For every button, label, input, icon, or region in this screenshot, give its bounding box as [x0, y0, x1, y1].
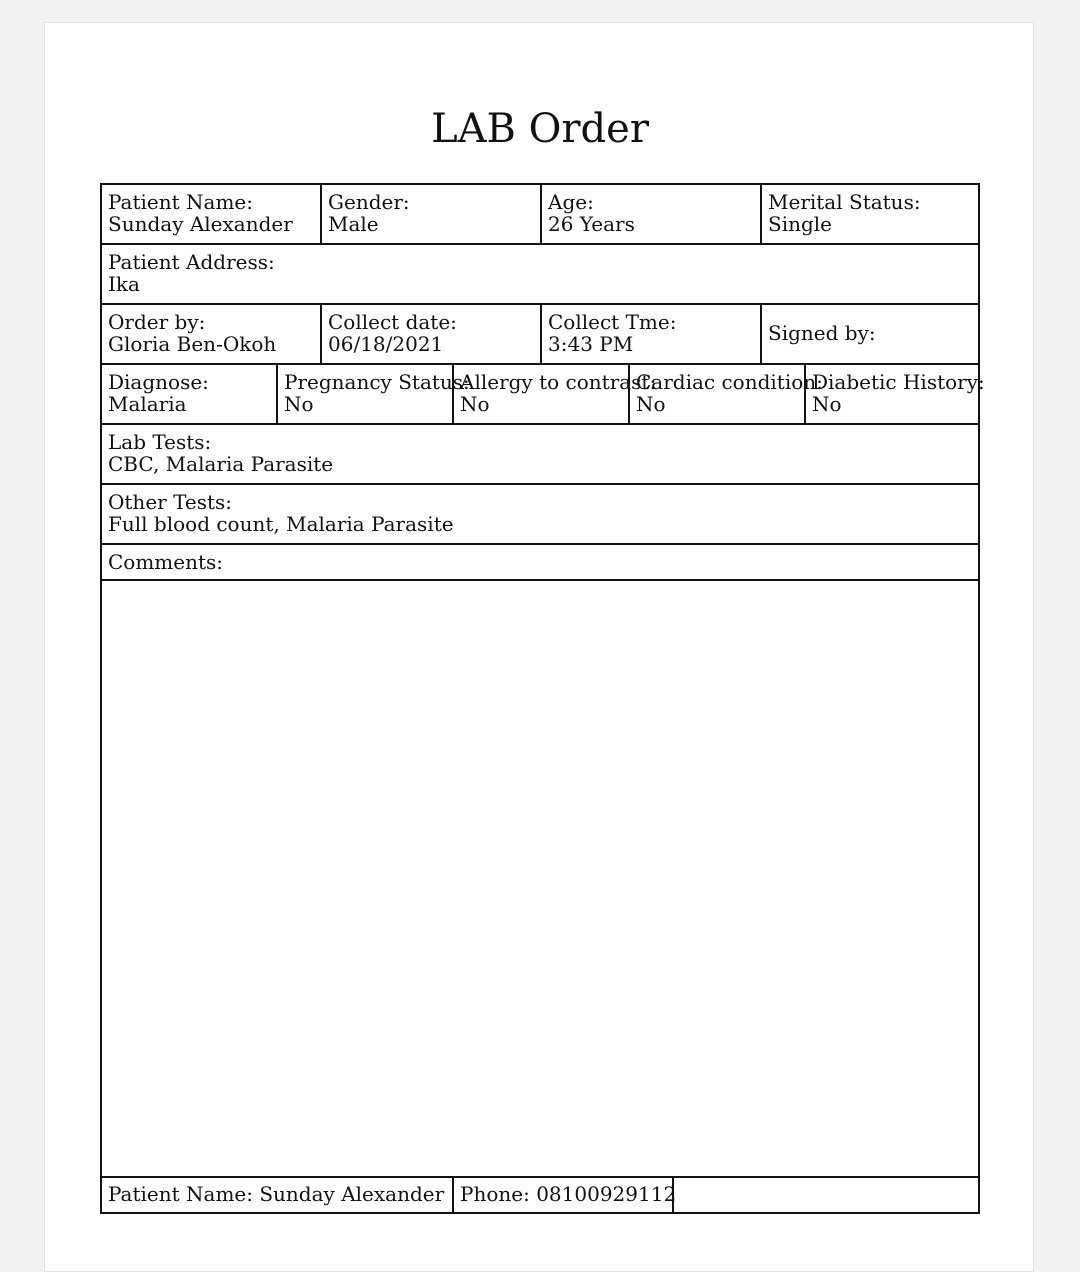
age-cell — [542, 185, 762, 243]
address-cell — [102, 245, 978, 303]
other-tests-label: Other Tests: — [108, 490, 232, 514]
diagnose-label: Diagnose: — [108, 370, 209, 394]
patient-name-value: Sunday Alexander — [108, 212, 293, 236]
gender-cell — [322, 185, 542, 243]
comments-body-row — [102, 581, 978, 1178]
signed-by-cell — [762, 305, 978, 363]
order-by-cell — [102, 305, 322, 363]
signed-by-label: Signed by: — [768, 321, 876, 345]
collect-date-label: Collect date: — [328, 310, 457, 334]
collect-time-label: Collect Tme: — [548, 310, 677, 334]
lab-tests-row — [102, 425, 978, 485]
allergy-cell — [454, 365, 657, 423]
other-tests-row — [102, 485, 978, 545]
lab-tests-value: CBC, Malaria Parasite — [108, 452, 334, 476]
order-info-row — [102, 305, 978, 365]
page-title: LAB Order — [431, 106, 649, 152]
marital-status-cell — [762, 185, 978, 243]
age-label: Age: — [548, 190, 594, 214]
collect-time-value: 3:43 PM — [548, 332, 634, 356]
patient-name-cell — [102, 185, 322, 243]
address-label: Patient Address: — [108, 250, 275, 274]
diabetic-history-cell — [806, 365, 985, 423]
diabetic-history-value: No — [812, 392, 842, 416]
collect-date-cell — [322, 305, 542, 363]
patient-info-row — [102, 185, 978, 245]
cardiac-condition-cell — [630, 365, 823, 423]
diabetic-history-label: Diabetic History: — [812, 370, 985, 394]
footer-phone: Phone: 08100929112 — [454, 1178, 674, 1212]
cardiac-condition-value: No — [636, 392, 666, 416]
age-value: 26 Years — [548, 212, 635, 236]
medical-status-row — [102, 365, 985, 425]
comments-text — [102, 581, 978, 1176]
pregnancy-status-label: Pregnancy Status: — [284, 370, 470, 394]
order-by-label: Order by: — [108, 310, 206, 334]
marital-status-value: Single — [768, 212, 833, 236]
comments-header-row — [102, 545, 978, 581]
lab-tests-cell — [102, 425, 978, 483]
lab-order-form — [100, 183, 985, 1214]
address-row — [102, 245, 978, 305]
gender-label: Gender: — [328, 190, 410, 214]
allergy-value: No — [460, 392, 490, 416]
gender-value: Male — [328, 212, 379, 236]
order-by-value: Gloria Ben-Okoh — [108, 332, 277, 356]
allergy-label: Allergy to contrast: — [460, 370, 657, 394]
pregnancy-status-value: No — [284, 392, 314, 416]
pregnancy-status-cell — [278, 365, 470, 423]
footer-patient-name: Patient Name: Sunday Alexander — [102, 1178, 454, 1212]
collect-time-cell — [542, 305, 762, 363]
cardiac-condition-label: Cardiac condition: — [636, 370, 823, 394]
diagnose-value: Malaria — [108, 392, 187, 416]
patient-name-label: Patient Name: — [108, 190, 253, 214]
other-tests-cell — [102, 485, 978, 543]
footer-row — [102, 1178, 978, 1212]
address-value: Ika — [108, 272, 140, 296]
diagnose-cell — [102, 365, 278, 423]
collect-date-value: 06/18/2021 — [328, 332, 444, 356]
marital-status-label: Merital Status: — [768, 190, 921, 214]
other-tests-value: Full blood count, Malaria Parasite — [108, 512, 454, 536]
comments-label: Comments: — [108, 550, 224, 574]
footer-extra-cell — [674, 1178, 978, 1212]
lab-tests-label: Lab Tests: — [108, 430, 212, 454]
